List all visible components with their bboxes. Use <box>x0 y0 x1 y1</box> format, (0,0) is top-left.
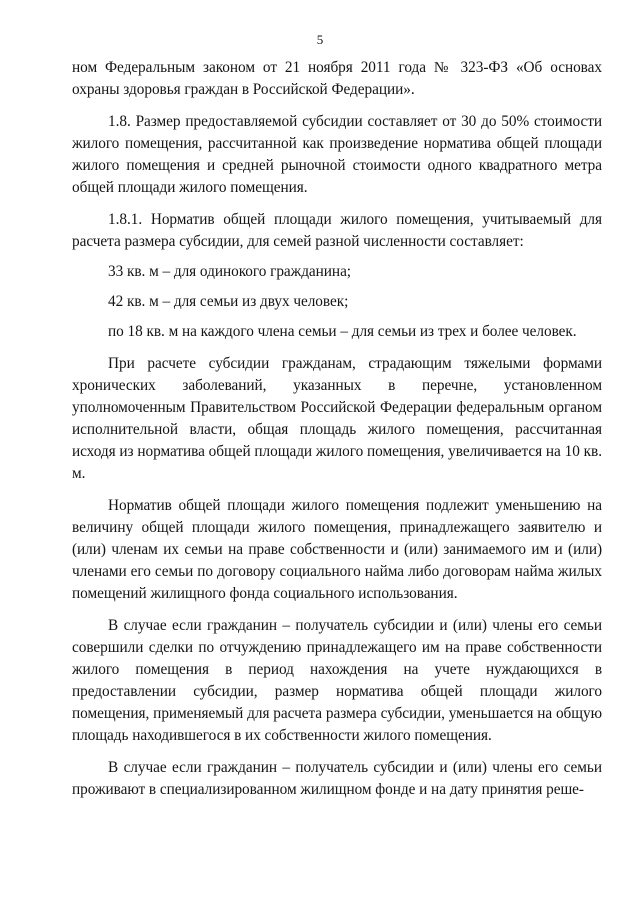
list-item-two-persons: 42 кв. м – для семьи из двух человек; <box>108 293 349 310</box>
paragraph-norm-reduction: Норматив общей площади жилого помещения подлежит уменьшению на величину общей площади жилого помещения, принадлежащего заявителю и (или) членам их семьи на праве собственности и (или) занимаемого им и (или) членами его семьи по договору социального найма либо договорам найма жилых помещений жилищного фонда социального использования. <box>72 497 602 602</box>
paragraph-continuation: ном Федеральным законом от 21 ноября 2011 года № 323-ФЗ «Об основах охраны здоровья граждан в Российской Федерации». <box>72 59 602 98</box>
paragraph-specialized-housing: В случае если гражданин – получатель субсидии и (или) члены его семьи проживают в специализированном жилищном фонде и на дату принятия реше- <box>72 759 602 798</box>
document-body <box>72 57 602 807</box>
paragraph-alienation-deals: В случае если гражданин – получатель субсидии и (или) члены его семьи совершили сделки по отчуждению принадлежащего им на праве собственности жилого помещения в период нахождения на учете нуждающихся в предоставлении субсидии, размер норматива общей площади жилого помещения, применяемый для расчета размера субсидии, уменьшается на общую площадь находившегося в их собственности жилого помещения. <box>72 617 602 744</box>
list-item-single: 33 кв. м – для одинокого гражданина; <box>108 263 352 280</box>
paragraph-chronic-diseases: При расчете субсидии гражданам, страдающим тяжелыми формами хронических заболеваний, указанных в перечне, установленном уполномоченным Правительством Российской Федерации федеральным органом исполнительной власти, общая площадь жилого помещения, рассчитанная исходя из норматива общей площади жилого помещения, увеличивается на 10 кв. м. <box>72 355 602 482</box>
page-number: 5 <box>316 32 324 47</box>
paragraph-1-8: 1.8. Размер предоставляемой субсидии составляет от 30 до 50% стоимости жилого помещения, рассчитанной как произведение норматива общей площади жилого помещения и средней рыночной стоимости одного квадратного метра общей площади жилого помещения. <box>72 113 602 196</box>
list-item-three-plus: по 18 кв. м на каждого члена семьи – для семьи из трех и более человек. <box>108 323 577 340</box>
paragraph-1-8-1: 1.8.1. Норматив общей площади жилого помещения, учитываемый для расчета размера субсидии, для семей разной численности составляет: <box>72 211 602 250</box>
